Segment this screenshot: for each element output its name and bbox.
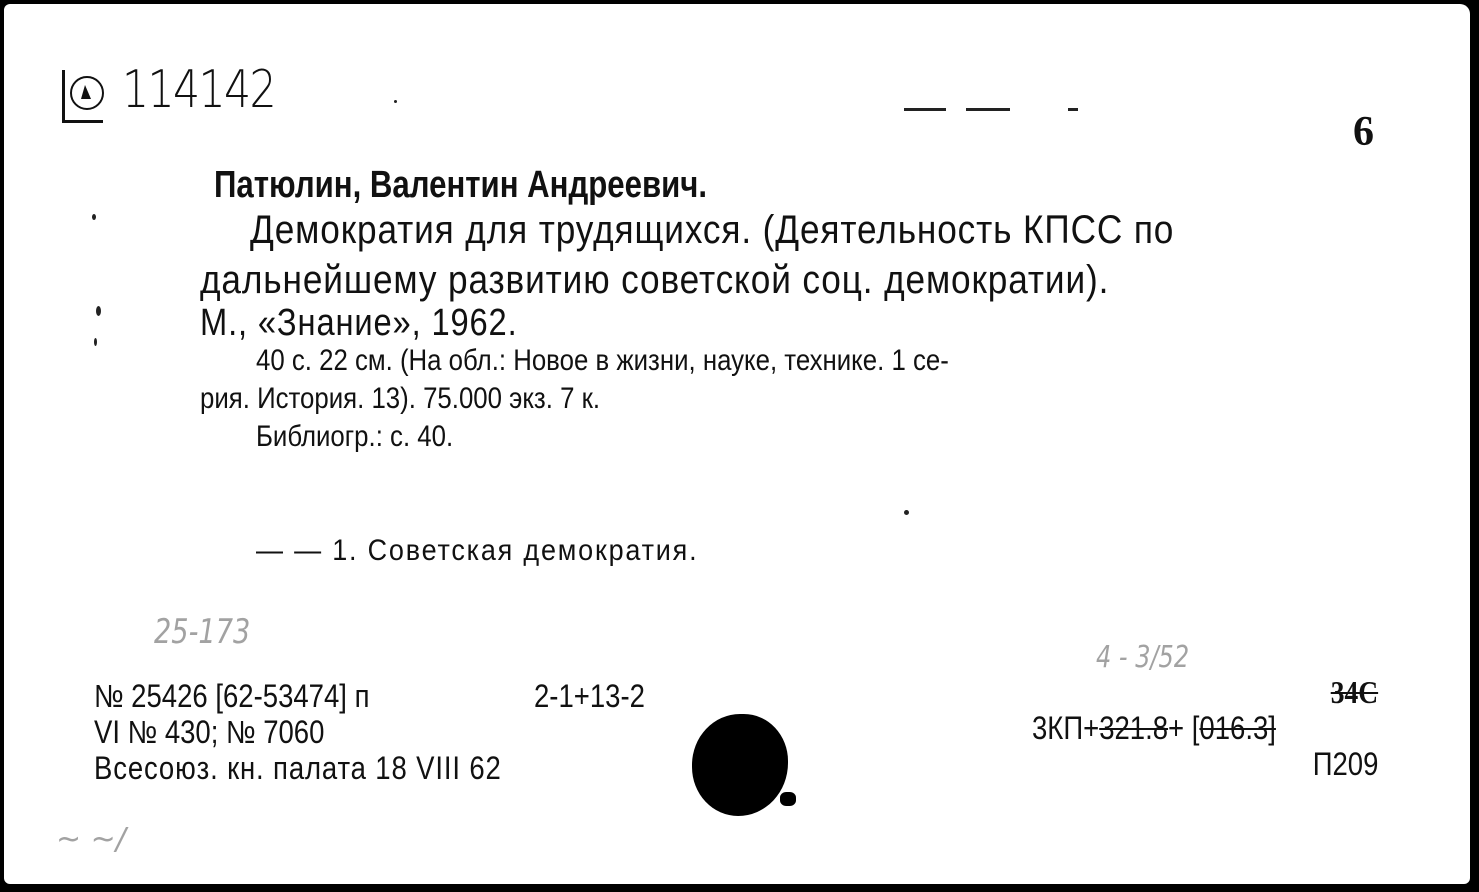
classification-struck-2: 016.3] [1199,710,1276,746]
classification-middle [1032,710,1276,747]
scratch-mark [1068,108,1078,111]
pencil-note-right: 4 - 3/52 [1096,640,1190,675]
speck [96,306,101,316]
description-line-1: 40 с. 22 см. (На обл.: Новое в жизни, науке, технике. 1 се- [256,344,949,377]
title-line-1: Демократия для трудящихся. (Деятельность КПСС по [250,208,1175,252]
classification-struck-1: 321.8 [1099,710,1169,746]
library-seal-icon [70,76,104,110]
speck [904,510,909,515]
bibliography-note: Библиогр.: с. 40. [256,420,454,453]
speck [92,214,96,220]
scratch-mark [904,108,946,111]
scratch-mark [966,108,1010,111]
speck [394,100,397,103]
card-number: 6 [1353,109,1374,155]
description-line-2: рия. История. 13). 75.000 экз. 7 к. [200,382,601,415]
title-line-2: дальнейшему развитию советской соц. демократии). [200,258,1110,302]
pencil-note-bottom: ~ ~/ [56,822,126,857]
classification-plus: + [ [1168,710,1200,746]
pencil-note-left: 25-173 [154,612,251,652]
registry-line-1: № 25426 [62-53474] п [94,678,370,714]
classification-top: 34С [1330,674,1378,710]
imprint-line: М., «Знание», 1962. [200,302,518,344]
registry-code: 2-1+13-2 [534,678,645,714]
registry-line-3: Всесоюз. кн. палата 18 VIII 62 [94,750,502,786]
classification-bottom: П209 [1312,746,1378,782]
ink-blot [692,714,788,816]
speck [94,338,97,346]
catalog-card [4,4,1470,884]
subject-heading: — — 1. Советская демократия. [256,534,699,567]
accession-number: 114142 [122,60,275,120]
classification-prefix: 3КП+ [1032,710,1100,746]
registry-line-2: VI № 430; № 7060 [94,714,325,750]
author-heading: Патюлин, Валентин Андреевич. [214,164,708,206]
